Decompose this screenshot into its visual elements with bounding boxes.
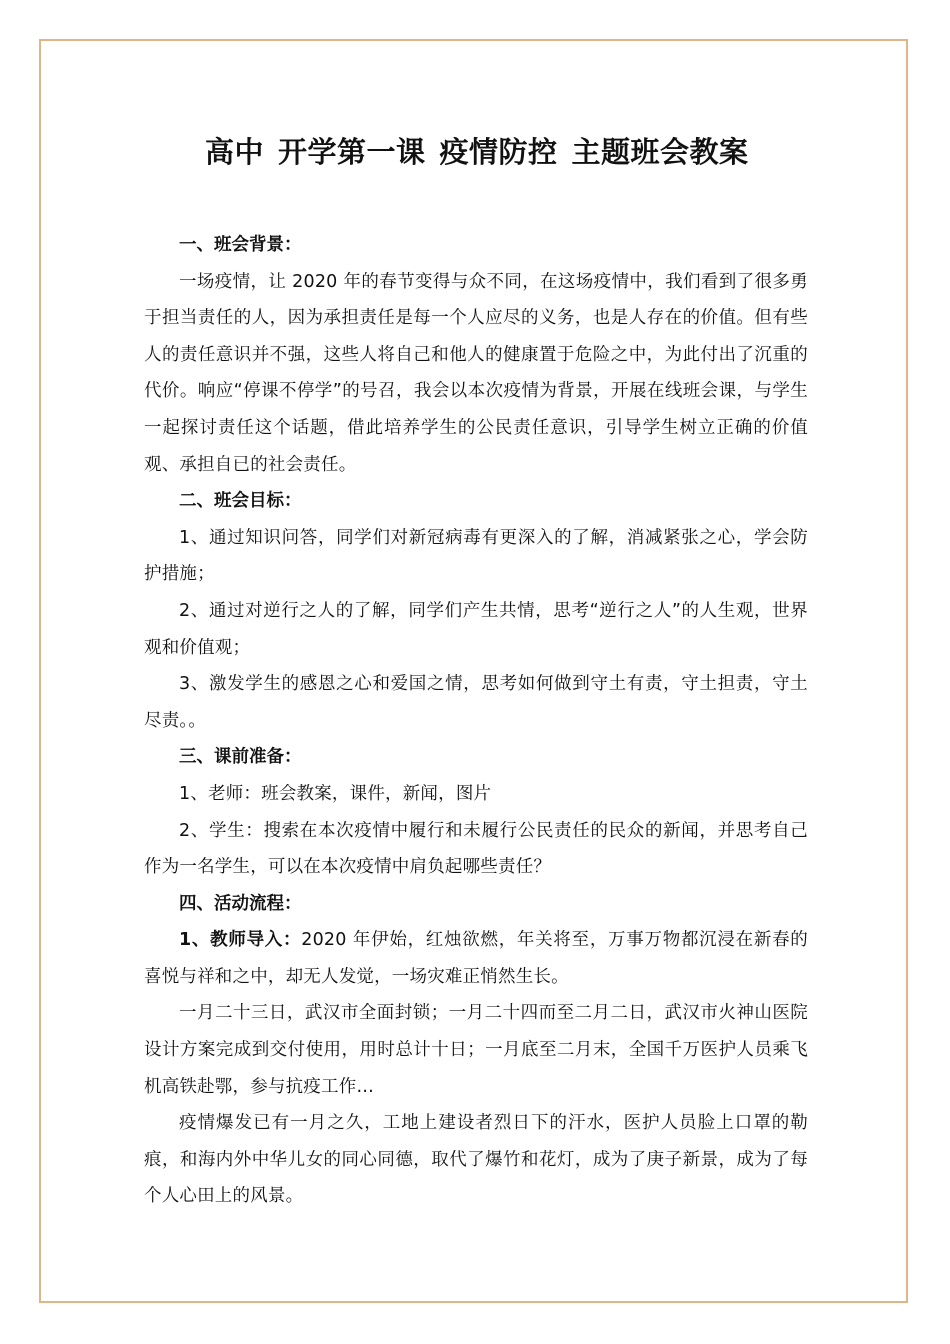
title-part-1: 高中 bbox=[205, 135, 265, 169]
section-heading-process: 四、活动流程： bbox=[179, 893, 302, 914]
process-intro-lead: 1、教师导入： bbox=[179, 930, 302, 951]
process-intro-text: 2020 年伊始，红烛欲燃，年关将至，万事万物都沉浸在新春的喜悦与祥和之中，却无人发觉，一场灾难正悄然生长。 bbox=[144, 930, 808, 987]
title-part-2: 开学第一课 bbox=[278, 135, 426, 169]
document-body bbox=[144, 227, 808, 1215]
prep-item-2: 2、学生：搜索在本次疫情中履行和未履行公民责任的民众的新闻，并思考自己作为一名学生，可以在本次疫情中肩负起哪些责任？ bbox=[144, 820, 808, 878]
process-paragraph-2: 一月二十三日，武汉市全面封锁；一月二十四而至二月二日，武汉市火神山医院设计方案完成到交付使用，用时总计十日；一月底至二月末，全国千万医护人员乘飞机高铁赴鄂，参与抗疫工作… bbox=[144, 1003, 808, 1097]
background-paragraph: 一场疫情，让 2020 年的春节变得与众不同，在这场疫情中，我们看到了很多勇于担当责任的人，因为承担责任是每一个人应尽的义务，也是人存在的价值。但有些人的责任意识并不强，这些人将自己和他人的健康置于危险之中，为此付出了沉重的代价。响应“停课不停学”的号召，我会以本次疫情为背景，开展在线班会课，与学生一起探讨责任这个话题，借此培养学生的公民责任意识，引导学生树立正确的价值观、承担自已的社会责任。 bbox=[144, 271, 808, 475]
goal-item-3: 3、激发学生的感恩之心和爱国之情，思考如何做到守土有责，守土担责，守土尽责。。 bbox=[144, 674, 808, 731]
title-part-4: 主题班会教案 bbox=[571, 135, 749, 169]
section-heading-prep: 三、课前准备： bbox=[179, 747, 302, 768]
document-title bbox=[205, 132, 845, 172]
goal-item-2: 2、通过对逆行之人的了解，同学们产生共情，思考“逆行之人”的人生观，世界观和价值观； bbox=[144, 600, 808, 658]
prep-item-1: 1、老师：班会教案，课件，新闻，图片 bbox=[179, 783, 492, 804]
process-paragraph-3: 疫情爆发已有一月之久，工地上建设者烈日下的汗水，医护人员脸上口罩的勒痕，和海内外中华儿女的同心同德，取代了爆竹和花灯，成为了庚子新景，成为了每个人心田上的风景。 bbox=[144, 1113, 808, 1207]
section-heading-background: 一、班会背景： bbox=[179, 235, 302, 255]
goal-item-1: 1、通过知识问答，同学们对新冠病毒有更深入的了解，消减紧张之心，学会防护措施； bbox=[144, 527, 808, 585]
process-intro-paragraph bbox=[144, 922, 808, 995]
section-heading-goals: 二、班会目标： bbox=[179, 491, 302, 512]
title-part-3: 疫情防控 bbox=[439, 135, 558, 169]
